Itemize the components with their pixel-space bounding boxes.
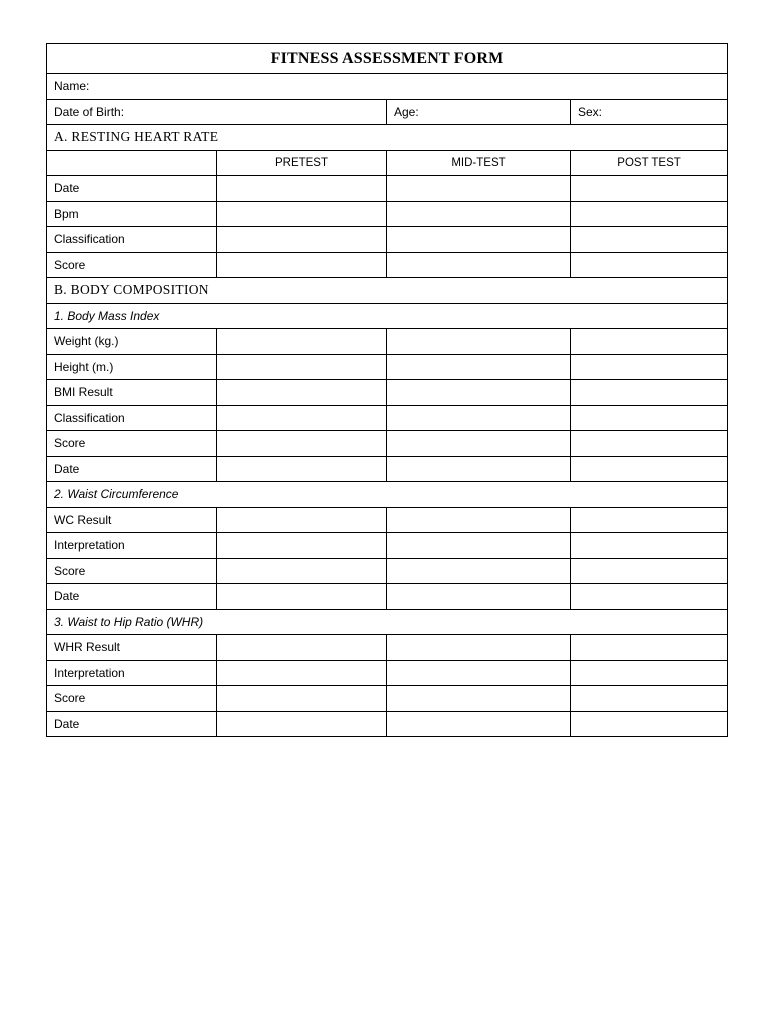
mid-test-cell[interactable] [387,380,571,406]
pretest-cell[interactable] [217,558,387,584]
wc-subsection-title: 2. Waist Circumference [47,482,728,508]
post-test-cell[interactable] [571,635,728,661]
row-label: WC Result [47,507,217,533]
row-label: Interpretation [47,533,217,559]
pretest-cell[interactable] [217,201,387,227]
measurement-row [47,533,728,559]
row-label: Weight (kg.) [47,329,217,355]
measurement-row [47,635,728,661]
pretest-cell[interactable] [217,431,387,457]
mid-test-cell[interactable] [387,507,571,533]
measurement-row [47,329,728,355]
post-test-cell[interactable] [571,329,728,355]
measurement-row [47,252,728,278]
measurement-row [47,380,728,406]
mid-test-cell[interactable] [387,533,571,559]
personal-info-row [47,99,728,125]
section-a-rows [47,176,728,278]
mid-test-cell[interactable] [387,329,571,355]
whr-subsection-title: 3. Waist to Hip Ratio (WHR) [47,609,728,635]
measurement-row [47,227,728,253]
post-test-cell[interactable] [571,558,728,584]
row-label: Score [47,558,217,584]
mid-test-cell[interactable] [387,354,571,380]
mid-test-cell[interactable] [387,635,571,661]
mid-test-cell[interactable] [387,227,571,253]
row-label: BMI Result [47,380,217,406]
pretest-cell[interactable] [217,660,387,686]
wc-subsection-row [47,482,728,508]
section-a-header-row [47,125,728,151]
row-label: Score [47,431,217,457]
pretest-cell[interactable] [217,405,387,431]
measurement-row [47,405,728,431]
mid-test-cell[interactable] [387,558,571,584]
row-label: Height (m.) [47,354,217,380]
whr-subsection-row [47,609,728,635]
measurement-row [47,456,728,482]
row-label: Date [47,584,217,610]
post-test-cell[interactable] [571,507,728,533]
measurement-row [47,201,728,227]
post-test-cell[interactable] [571,380,728,406]
row-label: Bpm [47,201,217,227]
fitness-assessment-form [46,43,728,737]
pretest-cell[interactable] [217,227,387,253]
post-test-cell[interactable] [571,584,728,610]
post-test-cell[interactable] [571,405,728,431]
measurement-row [47,176,728,202]
mid-test-cell[interactable] [387,176,571,202]
pretest-cell[interactable] [217,533,387,559]
pretest-cell[interactable] [217,354,387,380]
post-test-cell[interactable] [571,252,728,278]
pretest-cell[interactable] [217,252,387,278]
whr-rows [47,635,728,737]
date-of-birth-field[interactable]: Date of Birth: [47,99,387,125]
row-label: Interpretation [47,660,217,686]
measurement-row [47,558,728,584]
post-test-cell[interactable] [571,431,728,457]
post-test-cell[interactable] [571,354,728,380]
post-test-cell[interactable] [571,227,728,253]
measurement-row [47,584,728,610]
measurement-row [47,660,728,686]
column-header-mid-test: MID-TEST [387,150,571,176]
row-label: Score [47,686,217,712]
measurement-row [47,507,728,533]
pretest-cell[interactable] [217,176,387,202]
post-test-cell[interactable] [571,711,728,737]
pretest-cell[interactable] [217,329,387,355]
mid-test-cell[interactable] [387,660,571,686]
section-b-title: B. BODY COMPOSITION [47,278,728,304]
mid-test-cell[interactable] [387,405,571,431]
bmi-rows [47,329,728,482]
row-label: Date [47,176,217,202]
measurement-row [47,431,728,457]
name-row [47,74,728,100]
measurement-row [47,354,728,380]
name-field[interactable]: Name: [47,74,728,100]
row-label: Classification [47,405,217,431]
sex-field[interactable]: Sex: [571,99,728,125]
post-test-cell[interactable] [571,686,728,712]
wc-rows [47,507,728,609]
pretest-cell[interactable] [217,380,387,406]
age-field[interactable]: Age: [387,99,571,125]
pretest-cell[interactable] [217,584,387,610]
row-label: Date [47,456,217,482]
mid-test-cell[interactable] [387,431,571,457]
row-label: WHR Result [47,635,217,661]
post-test-cell[interactable] [571,456,728,482]
form-title: FITNESS ASSESSMENT FORM [47,44,728,74]
section-b-header-row [47,278,728,304]
post-test-cell[interactable] [571,660,728,686]
column-header-row [47,150,728,176]
column-header-pretest: PRETEST [217,150,387,176]
pretest-cell[interactable] [217,635,387,661]
column-header-blank [47,150,217,176]
row-label: Date [47,711,217,737]
row-label: Classification [47,227,217,253]
mid-test-cell[interactable] [387,711,571,737]
row-label: Score [47,252,217,278]
mid-test-cell[interactable] [387,456,571,482]
column-header-post-test: POST TEST [571,150,728,176]
pretest-cell[interactable] [217,686,387,712]
pretest-cell[interactable] [217,507,387,533]
mid-test-cell[interactable] [387,584,571,610]
bmi-subsection-row [47,303,728,329]
pretest-cell[interactable] [217,711,387,737]
mid-test-cell[interactable] [387,686,571,712]
post-test-cell[interactable] [571,201,728,227]
bmi-subsection-title: 1. Body Mass Index [47,303,728,329]
title-row [47,44,728,74]
mid-test-cell[interactable] [387,252,571,278]
measurement-row [47,686,728,712]
mid-test-cell[interactable] [387,201,571,227]
post-test-cell[interactable] [571,533,728,559]
section-a-title: A. RESTING HEART RATE [47,125,728,151]
measurement-row [47,711,728,737]
post-test-cell[interactable] [571,176,728,202]
pretest-cell[interactable] [217,456,387,482]
